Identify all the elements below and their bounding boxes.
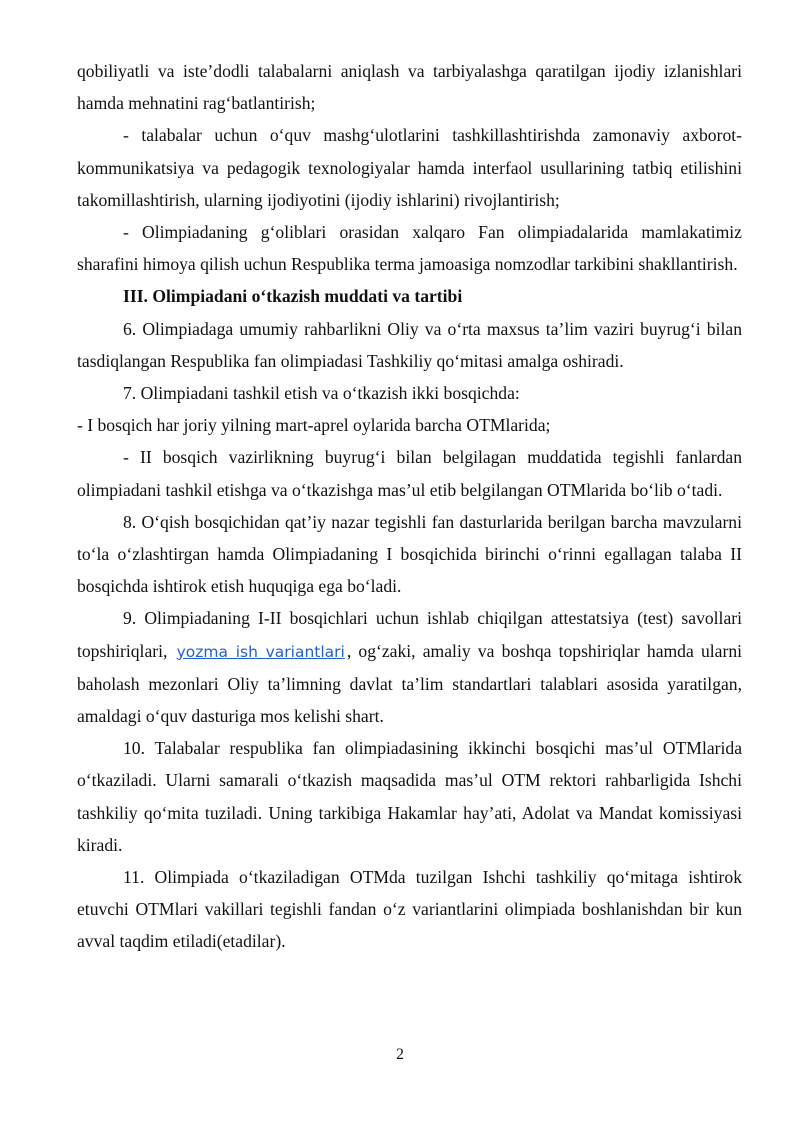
paragraph-7: 7. Olimpiadani tashkil etish va o‘tkazish ikki bosqichda:: [123, 383, 520, 404]
paragraph-7-stage-1: - I bosqich har joriy yilning mart-aprel oylarida barcha OTMlarida;: [77, 415, 551, 436]
paragraph-9: [77, 602, 742, 732]
paragraph-11: 11. Olimpiada o‘tkaziladigan OTMda tuzilgan Ishchi tashkiliy qo‘mitaga ishtirok etuvchi OTMlari vakillari tegishli fandan o‘z variantlarini olimpiada boshlanishdan bir kun avval taqdim etiladi(etadilar).: [77, 867, 742, 952]
written-variants-link[interactable]: yozma ish variantlari: [176, 642, 345, 661]
paragraph-continuation: qobiliyatli va iste’dodli talabalarni aniqlash va tarbiyalashga qaratilgan ijodiy izlanishlari hamda mehnatini rag‘batlantirish;: [77, 61, 742, 114]
paragraph-9-after: , og‘zaki, amaliy va boshqa topshiriqlar hamda ularni baholash mezonlari Oliy ta’limning davlat ta’lim standartlari talablari asosida yaratilgan, amaldagi o‘quv dasturiga mos kelishi shart.: [77, 640, 743, 727]
section-heading: III. Olimpiadani o‘tkazish muddati va tartibi: [123, 286, 463, 307]
paragraph-10: 10. Talabalar respublika fan olimpiadasining ikkinchi bosqichi mas’ul OTMlarida o‘tkaziladi. Ularni samarali o‘tkazish maqsadida mas’ul OTM rektori rahbarligida Ishchi tashkiliy qo‘mita tuziladi. Uning tarkibiga Hakamlar hay’ati, Adolat va Mandat komissiyasi kiradi.: [77, 738, 742, 855]
page-number: 2: [396, 1046, 404, 1063]
paragraph-7-stage-2: - II bosqich vazirlikning buyrug‘i bilan belgilagan muddatida tegishli fanlardan olimpiadani tashkil etishga va o‘tkazishga mas’ul etib belgilangan OTMlarida bo‘lib o‘tadi.: [77, 447, 742, 500]
paragraph-national-team: - Olimpiadaning g‘oliblari orasidan xalqaro Fan olimpiadalarida mamlakatimiz sharafini himoya qilish uchun Respublika terma jamoasiga nomzodlar tarkibini shakllantirish.: [77, 222, 742, 275]
paragraph-8: 8. O‘qish bosqichidan qat’iy nazar tegishli fan dasturlarida berilgan barcha mavzularni to‘la o‘zlashtirgan hamda Olimpiadaning I bosqichida birinchi o‘rinni egallagan talaba II bosqichda ishtirok etish huquqiga ega bo‘ladi.: [77, 511, 742, 597]
paragraph-ict-methods: - talabalar uchun o‘quv mashg‘ulotlarini tashkillashtirishda zamonaviy axborot-kommunikatsiya va pedagogik texnologiyalar hamda interfaol usullarining tatbiq etilishini takomillashtirish, ularning ijodiyotini (ijodiy ishlarini) rivojlantirish;: [77, 125, 742, 210]
page-body: [77, 55, 742, 958]
paragraph-6: 6. Olimpiadaga umumiy rahbarlikni Oliy va o‘rta maxsus ta’lim vaziri buyrug‘i bilan tasdiqlangan Respublika fan olimpiadasi Tashkiliy qo‘mitasi amalga oshiradi.: [77, 318, 742, 371]
paragraph-9-before: 9. Olimpiadaning I-II bosqichlari uchun ishlab chiqilgan attestatsiya (test) savollari topshiriqlari,: [77, 608, 742, 661]
